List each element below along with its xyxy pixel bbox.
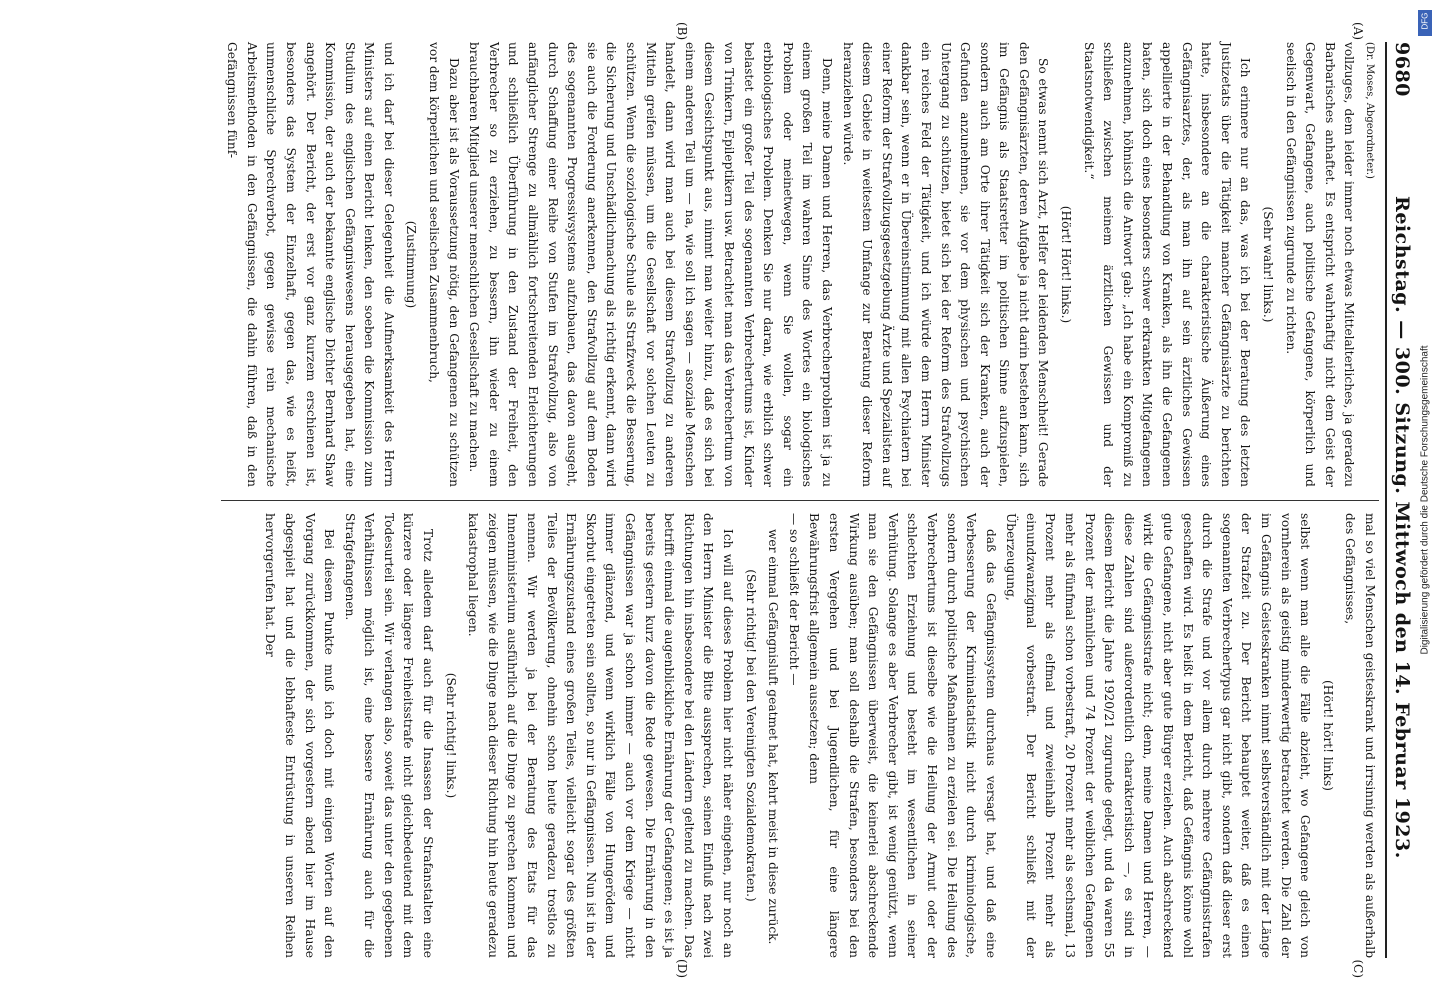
dfg-logo-text: DFG <box>1420 12 1430 30</box>
page-number: 9680 <box>1391 42 1413 97</box>
paragraph: Trotz alledem darf auch für die Insassen der Strafanstalten eine kürzere oder längere Freiheitsstrafe nicht gleichbedeutend mit dem Todesurteil sein. Wir verlangen also, soweit das unter den gegebenen Verhältnissen möglich ist, eine bessere Ernährung auch für die Strafgefangenen. <box>342 513 436 958</box>
paragraph: So etwas nennt sich Arzt, Helfer der leidenden Menschheit! Gerade den Gefängnisärzten, deren Aufgabe ja nicht darin bestehen kann, sich im Gefängnis als Staatsretter im politischen Sinne aufzuspielen, sondern auch am Orte ihrer Tätigkeit sich der Kranken, auch der Gefunden anzunehmen, sie vor dem physischen und psychischen Untergang zu schützen, bietet sich bei der Reform des Strafvollzugs ein reiches Feld der Tätigkeit, und ich würde dem Herrn Minister dankbar sein, wenn er in Übereinstimmung mit allen Psychiatern bei einer Reform der Strafvollzugsgesetzgebung Ärzte und Spezialisten auf diesem Gebiete in weitestem Umfange zur Beratung dieser Reform heranziehen würde. <box>840 42 1051 487</box>
paragraph: und ich darf bei dieser Gelegenheit die Aufmerksamkeit des Herrn Ministers auf einen Bericht lenken, den soeben die Kommission zum Studium des englischen Gefängniswesens herausgegeben hat, eine Kommission, der auch der bekannte englische Dichter Bernhard Shaw angehört. Der Bericht, der erst vor ganz kurzem erschienen ist, besonders das System der Einzelhaft, gegen das, wie es heißt, unmenschliche Sprechverbot, gegen gewisse rein mechanische Arbeitsmethoden in den Gefängnissen, die dahin führen, daß in den Gefängnissen fünf- <box>225 42 396 487</box>
credit-text: Digitalisierung gefördert durch die Deutsche Forschungsgemeinschaft <box>1419 345 1431 655</box>
paragraph: vollzuges, dem leider immer noch etwas Mittelalterliches, ja geradezu Barbarisches anhaftet. Es entspricht wahrhaftig nicht dem Geist der Gegenwart, Gefangene, auch politische Gefangene, körperlich und seelisch in den Gefängnissen zugrunde zu richten. <box>1283 42 1357 487</box>
paragraph: Dazu aber ist als Voraussetzung nötig, den Gefangenen zu schützen vor dem körperlichen und seelischen Zusammenbruch, <box>427 42 461 487</box>
margin-marker-d: (D) <box>675 959 689 978</box>
page-title: Reichstag. — 300. Sitzung. Mittwoch den 14. Februar 1923. <box>1391 196 1413 859</box>
margin-marker-b: (B) <box>675 22 689 41</box>
interjection: (Sehr wahr! links.) <box>1261 206 1276 323</box>
text-columns <box>221 22 1379 978</box>
margin-marker-c: (C) <box>1351 959 1365 978</box>
interjection: (Hört! hört! links) <box>1320 680 1335 791</box>
speaker-line: (Dr. Moses, Abgeordneter.) <box>1364 42 1375 179</box>
left-column <box>221 42 1379 487</box>
interjection: (Hört! Hört! links.) <box>1059 205 1074 324</box>
paragraph: mal so viel Menschen geisteskrank und irrsinnig werden als außerhalb des Gefängnisses, <box>1343 513 1377 958</box>
interjection: (Zustimmung) <box>404 220 419 309</box>
right-column <box>221 513 1379 958</box>
paragraph: selbst wenn man alle die Fälle abzieht, wo Gefangene gleich von vornherein als geistig minderwertig betrachtet werden. Die Zahl der im Gefängnis Geisteskranken nimmt selbstverständlich mit der Länge der Strafzeit zu. Der Bericht behauptet weiter, daß es einen sogenannten Verbrechertypus gar nicht gibt, sondern daß dieser erst durch die Strafe und vor allem durch mehrere Gefängnisstrafen geschaffen wird. Es heißt in dem Bericht, daß Gefängnis könne wohl gute Gefangene, nicht aber gute Bürger erziehen. Auch abschreckend wirkt die Gefängnisstrafe nicht; denn, meine Damen und Herren, — diese Zahlen sind außerordentlich charakteristisch —, es sind in diesem Bericht die Jahre 1920/21 zugrunde gelegt, und da waren 55 Prozent der männlichen und 74 Prozent der weiblichen Gefangenen mehr als fünfmal schon vorbestraft, 20 Prozent mehr als sechsmal, 13 Prozent mehr als elfmal und zweieinhalb Prozent mehr als einundzwanzigmal vorbestraft. Der Bericht schließt mit der Überzeugung, <box>1004 513 1313 958</box>
paragraph: Ich erinnere nur an das, was ich bei der Beratung des letzten Justizetats über die Tätigkeit mancher Gefängnisärzte zu berichten hatte, insbesondere an die charakteristische Äußerung eines Gefängnisarztes, der, als man ihn auf sein ärztliches Gewissen appellierte in der Behandlung von Kranken, als ihn die Gefangenen baten, sich doch eines besonders schwer erkrankten Mitgefangenen anzunehmen, höhnisch die Antwort gab: „Ich habe ein Kompromiß zu schließen zwischen meinem ärztlichen Gewissen und der Staatsnotwendigkeit.“ <box>1081 42 1253 487</box>
document-page <box>7 20 1427 980</box>
paragraph: Bei diesem Punkte muß ich doch mit einigen Worten auf den Vorgang zurückkommen, der sich vorgestern abend hier im Hause abgespielt hat und die lebhafteste Entrüstung in unseren Reihen hervorgerufen hat. Der <box>263 513 337 958</box>
paragraph: daß das Gefängnissystem durchaus versagt hat, und daß eine Verbesserung der Kriminalstatistik nicht durch kriminologische, sondern durch politische Maßnahmen zu erzielen sei. Die Heilung des Verbrechertums ist dieselbe wie die Heilung der Armut oder der schlechten Erziehung und besteht im wesentlichen in seiner Verhütung. Solange es aber Verbrecher gibt, ist wenig genützt, wenn man sie den Gefängnissen überweist, die keinerlei abschreckende Wirkung ausüben; man soll deshalb die Strafen, besonders bei den ersten Vergehen und bei Jugendlichen, für eine längere Bewährungsfrist allgemein aussetzen; denn <box>807 513 998 958</box>
paragraph: Denn, meine Damen und Herren, das Verbrecherproblem ist ja zu einem großen Teil im wahren Sinne des Wortes ein biologisches Problem oder meinetwegen, wenn Sie wollen, sogar ein erbbiologisches Problem. Denken Sie nur daran, wie erblich schwer belastet ein großer Teil des sogenannten Verbrechertums ist, Kinder von Trinkern, Epileptikern usw. Betrachtet man das Verbrechertum von diesem Gesichtspunkt aus, nimmt man weiter hinzu, daß es sich bei einem anderen Teil um — na, wie soll ich sagen — asoziale Menschen handelt, dann wird man auch bei diesem Strafvollzug zu anderen Mitteln greifen müssen, um die Gesellschaft vor solchen Leuten zu schützen. Wenn die soziologische Schule als Strafzweck die Besserung, die Sicherung und Unschädlichmachung als richtig erkennt, dann wird sie auch die Forderung anerkennen, den Strafvollzug auf dem Boden des sogenannten Progressivsystems aufzubauen, das davon ausgeht, durch Schaffung einer Reihe von Stufen im Strafvollzug, also von anfänglicher Strenge zu allmählich fortschreitenden Erleichterungen und schließlich Überführung in den Zustand der Freiheit, den Verbrecher so zu erziehen, zu bessern, ihn wieder zu einem brauchbaren Mitglied unserer menschlichen Gesellschaft zu machen. <box>467 42 834 487</box>
paragraph: wer einmal Gefängnisluft geatmet hat, kehrt meist in diese zurück. <box>766 529 781 945</box>
paragraph: Ich will auf dieses Problem hier nicht näher eingehen, nur noch an den Herrn Minister die Bitte aussprechen, seinen Einfluß nach zwei Richtungen hin insbesondere bei den Ländern geltend zu machen. Das betrifft einmal die augenblickliche Ernährung der Gefangenen; es ist ja bereits gestern kurz davon die Rede gewesen. Die Ernährung in den Gefängnissen war ja schon immer — auch vor dem Kriege — nicht immer glänzend, und wenn wirklich Fälle von Hungerödem und Skorbut eingetreten sein sollten, so nur in Gefängnissen. Nun ist in der Ernährungszustand eines großen Teiles, vielleicht sogar des größten Teiles der Bevölkerung, ohnehin schon heute geradezu trostlos zu nennen. Wir werden ja bei der Beratung des Etats für das Innenministerium ausführlich auf die Dinge zu sprechen kommen und zeigen müssen, wie die Dinge nach dieser Richtung hin heute geradezu katastrophal liegen. <box>466 513 735 958</box>
digitization-credit <box>1418 10 1432 990</box>
paragraph: — so schließt der Bericht — <box>786 513 801 686</box>
dfg-logo <box>1418 10 1432 36</box>
page-header <box>1385 42 1413 958</box>
interjection: (Sehr richtig! bei den Vereinigten Sozialdemokraten.) <box>743 569 758 902</box>
column-divider <box>221 500 1379 501</box>
margin-marker-a: (A) <box>1351 22 1365 41</box>
interjection: (Sehr richtig! links.) <box>443 672 458 799</box>
